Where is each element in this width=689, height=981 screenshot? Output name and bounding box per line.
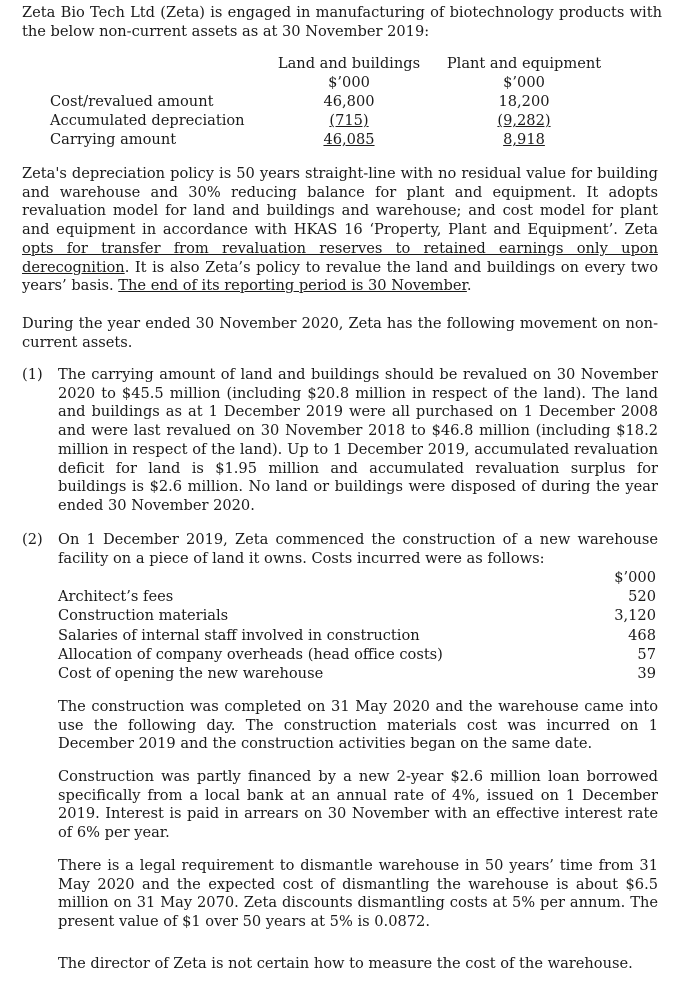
cell-carrying-plant: 8,918 [503, 131, 545, 148]
cost-unit-row [58, 569, 656, 588]
cost-unit: $’000 [614, 569, 656, 586]
cost-value: 3,120 [614, 607, 656, 625]
cost-value: 57 [637, 645, 656, 663]
row-label-cost: Cost/revalued amount [50, 93, 214, 110]
policy-underlined-reporting: The end of its reporting period is 30 November [118, 277, 467, 295]
cost-label: Construction materials [58, 607, 229, 625]
row-label-carrying: Carrying amount [50, 131, 177, 148]
cell-dep-plant: (9,282) [497, 112, 551, 129]
cost-value: 39 [637, 664, 656, 682]
item-1-number: (1) [22, 366, 43, 383]
col-unit-plant-equipment: $’000 [503, 74, 545, 91]
cost-label: Salaries of internal staff involved in construction [58, 626, 420, 644]
policy-underlined-transfer: opts for transfer from revaluation reserves to retained earnings only upon derecognition [22, 239, 658, 276]
cost-row [58, 627, 656, 646]
cost-value: 468 [628, 626, 656, 644]
cost-label: Allocation of company overheads (head office costs) [58, 645, 443, 663]
cost-label: Cost of opening the new warehouse [58, 664, 324, 682]
item-1-text: The carrying amount of land and buildings should be revalued on 30 November 2020 to $45.5 million (including $20.8 million in respect of the land). The land and buildings as at 1 December 2019 were all purchased on 1 December 2008 and were last revalued on 30 November 2018 to $46.8 million (including $18.2 million in respect of the land). Up to 1 December 2019, accumulated revaluation deficit for land is $1.95 million and accumulated revaluation surplus for buildings is $2.6 million. No land or buildings were disposed of during the year ended 30 November 2020. [58, 366, 658, 514]
cell-dep-land: (715) [329, 112, 369, 129]
cost-row [58, 646, 656, 665]
cost-value: 520 [628, 588, 656, 606]
item-2-paragraph-dismantling: There is a legal requirement to dismantle warehouse in 50 years’ time from 31 May 2020 and the expected cost of dismantling the warehouse is about $6.5 million on 31 May 2070. Zeta discounts dismantling costs at 5% per annum. The present value of $1 over 50 years at 5% is 0.0872. [58, 857, 658, 931]
item-2-number: (2) [22, 531, 43, 548]
policy-tail: . [466, 277, 472, 295]
cell-carrying-land: 46,085 [323, 131, 375, 148]
construction-cost-table [58, 569, 656, 684]
col-header-land-buildings: Land and buildings [277, 55, 421, 72]
cost-row [58, 665, 656, 684]
col-unit-land-buildings: $’000 [328, 74, 370, 91]
policy-lead: Zeta's depreciation policy is 50 years straight-line with no residual value for building and warehouse and 30% reducing balance for plant and equipment. It adopts revaluation model for land and buildings and warehouse; and cost model for plant and equipment in accordance with HKAS 16 ‘Property, Plant and Equipment’. Zeta [22, 165, 658, 239]
item-2-paragraph-completion: The construction was completed on 31 May 2020 and the warehouse came into use the following day. The construction materials cost was incurred on 1 December 2019 and the construction activities began on the same date. [58, 698, 658, 753]
movement-paragraph: During the year ended 30 November 2020, Zeta has the following movement on non-current assets. [22, 315, 658, 351]
cell-cost-plant: 18,200 [498, 93, 550, 110]
cost-row [58, 607, 656, 626]
row-label-accum-dep: Accumulated depreciation [50, 112, 245, 129]
policy-middle: . It is also Zeta’s policy to revalue the land and buildings on every two years’ basis. [22, 258, 658, 295]
item-2-text: On 1 December 2019, Zeta commenced the construction of a new warehouse facility on a piece of land it owns. Costs incurred were as follows: [58, 531, 658, 567]
item-2-paragraph-director: The director of Zeta is not certain how to measure the cost of the warehouse. [58, 955, 633, 972]
policy-paragraph [22, 165, 658, 296]
col-header-plant-equipment: Plant and equipment [446, 55, 602, 72]
intro-paragraph: Zeta Bio Tech Ltd (Zeta) is engaged in manufacturing of biotechnology products with the below non-current assets as at 30 November 2019: [22, 4, 662, 40]
cost-label: Architect’s fees [58, 588, 174, 606]
cost-row [58, 588, 656, 607]
item-2-paragraph-financing: Construction was partly financed by a new 2-year $2.6 million loan borrowed specifically from a local bank at an annual rate of 4%, issued on 1 December 2019. Interest is paid in arrears on 30 November with an effective interest rate of 6% per year. [58, 768, 658, 842]
cell-cost-land: 46,800 [323, 93, 375, 110]
